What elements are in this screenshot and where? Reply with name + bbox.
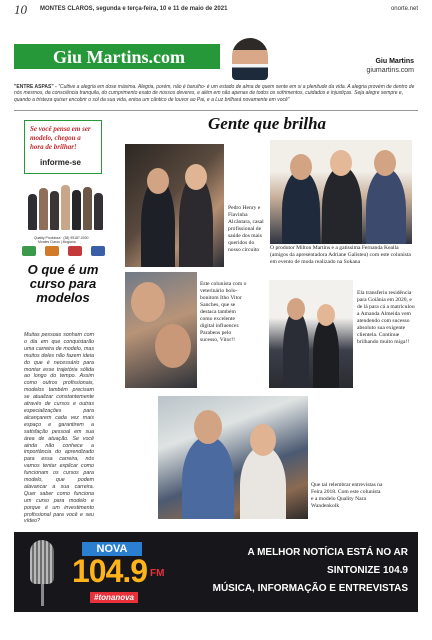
intro-text: "Cultive a alegria em dose máxima. Alegria, porém, não é barulho- é um estado de alma de quem sente em si a plenitude da vida. A alegria provém de dentro de nós mesmos, da consciência tranquila, do cumprimento exato de nossos deveres, e além em não apenas de todos os sofrimentos, cuidados e injustiças. Seja alegre sempre e, quando a tristeza quiser encobrir o sol da sua vida, entoa um cântico de louvor ao Pai, e a Luz brilhará novamente em você": [14, 84, 415, 103]
column-title: Giu Martins.com: [53, 47, 185, 67]
caption-2: O produtor Milton Martins e a gatissima Fernanda Kealla (amigos da apresentadora Adriane Galisteu) com este colunista em evento de moda realizado na Sokana: [270, 245, 411, 265]
author-name: Giu Martins: [375, 58, 414, 65]
divider: [14, 110, 418, 111]
caption-3: Este colunista com o veterinário bolo- bonitom Itho Vitor Sanches, que se destaca também como excelente digital influencer. Parabens pelo sucesso, Vitor!!: [200, 281, 247, 343]
person-face: [287, 298, 305, 320]
caption-1: Pedro Henry e Flavinha Alcântara, casal profissional de saúde dos mais queridos do nosso circuito: [228, 205, 264, 253]
models-photo: [26, 170, 104, 230]
sidebar-body: Muitas pessoas sonham com o dia em que conquistarão uma carreira de modelo, mas muitos deles não fazem ideia do que é necessário para montar esse trajetória sólida ao longo do tempo. Assim como outros profissionais, modelos também precisam se atualizar constantemente através de cursos e outras especializações para alcançarem cada vez mais espaço e garantirem a satisfação pessoal em sua área de atuação. Se você ainda não conhece a importância do aprendizado para essa carreira, nós vamos tentar explicar como funcionam os cursos para modelo, que podem alavancar a sua carreira. Quer saber como funciona um curso para modelo e porque é um investimento profissional para você e seu vídeo?: [24, 332, 94, 525]
sidebar-heading: O que é um curso para modelos: [27, 262, 99, 305]
promo-location: Montes Claros | Mogiana: [38, 240, 76, 244]
caption-5: Que tal relembrar entrevistas na Feira 2018. Com este colunista e a modelo Quality Nara Wandenkolk: [311, 482, 383, 509]
person-face: [250, 424, 276, 456]
person-figure: [282, 170, 320, 244]
radio-slogan-3: MÚSICA, INFORMAÇÃO E ENTREVISTAS: [212, 583, 408, 594]
promo-text: Se você pensa em ser modelo, chegou a hora de brilhar!: [30, 125, 91, 151]
radio-brand: NOVA: [82, 542, 142, 556]
sponsor-logo: [45, 246, 59, 256]
model-figure: [61, 185, 70, 230]
model-figure: [39, 188, 48, 230]
microphone-icon: [30, 540, 54, 584]
sponsor-logo: [68, 246, 82, 256]
model-figure: [28, 194, 37, 230]
photo-selfie: [125, 272, 197, 388]
promo-subtitle: informe-se: [40, 158, 81, 167]
person-figure: [313, 316, 339, 388]
radio-hashtag: #tonanova: [90, 592, 138, 603]
person-face: [374, 150, 396, 176]
radio-frequency: 104.9: [72, 553, 148, 589]
person-face: [155, 324, 191, 368]
photo-salon: [269, 280, 353, 388]
intro-quote: [14, 84, 418, 103]
site-url[interactable]: onorte.net: [390, 6, 418, 12]
radio-ad[interactable]: [14, 532, 418, 612]
radio-slogan-1: A MELHOR NOTÍCIA ESTÁ NO AR: [247, 547, 408, 558]
microphone-stand: [41, 584, 44, 606]
person-figure: [366, 168, 406, 244]
person-face: [317, 304, 335, 326]
page-number: 10: [14, 2, 27, 17]
section-heading: Gente que brilha: [208, 114, 327, 133]
person-face: [330, 150, 352, 176]
person-figure: [240, 446, 286, 519]
photo-couple: [125, 144, 224, 267]
sponsor-logo: [91, 246, 105, 256]
photo-trio: [270, 140, 412, 244]
person-face: [194, 410, 222, 444]
sponsor-logo: [22, 246, 36, 256]
person-face: [290, 154, 312, 180]
intro-lead: "ENTRE ASPAS" -: [14, 84, 57, 90]
person-face: [185, 164, 207, 190]
model-figure: [83, 187, 92, 230]
person-face: [147, 168, 169, 194]
model-figure: [72, 190, 81, 230]
person-figure: [283, 310, 309, 388]
column-header: [14, 44, 418, 74]
person-figure: [322, 166, 362, 244]
sponsor-logos: [22, 246, 106, 260]
model-figure: [94, 193, 103, 230]
radio-fm-label: FM: [150, 568, 165, 579]
caption-4: Ela transferiu residência para Goiânia em 2020, e de lá para cá a matriculou a Amanda Almeida vem atendendo com sucesso absoluto sua exigente clientela. Continue brilhando muito miga!!: [357, 290, 415, 345]
dateline: MONTES CLAROS, segunda e terça-feira, 10 e 11 de maio de 2021: [40, 6, 228, 12]
author-portrait: [232, 38, 268, 80]
page-header: [14, 4, 418, 18]
model-figure: [50, 191, 59, 230]
promo-contact: Quality Produtora · (38) 99187-0000: [34, 236, 89, 240]
person-figure: [182, 436, 234, 519]
photo-fair: [158, 396, 308, 519]
author-handle[interactable]: giumartins.com: [366, 67, 414, 74]
radio-slogan-2: SINTONIZE 104.9: [327, 565, 408, 576]
person-face: [131, 282, 165, 322]
